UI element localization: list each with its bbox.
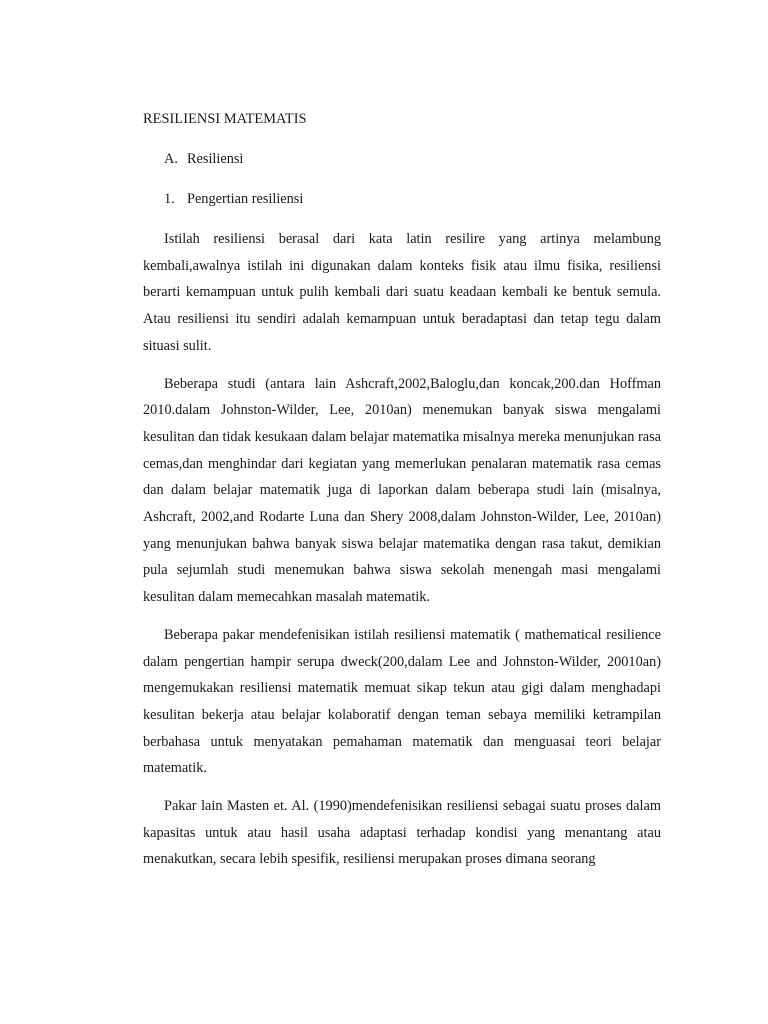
- document-body: [143, 108, 661, 873]
- paragraph: Pakar lain Masten et. Al. (1990)mendefenisikan resiliensi sebagai suatu proses dalam kapasitas untuk atau hasil usaha adaptasi terhadap kondisi yang menantang atau menakutkan, secara lebih spesifik, resiliensi merupakan proses dimana seorang: [143, 798, 661, 868]
- section-marker: A.: [164, 151, 178, 167]
- section-heading: [143, 148, 661, 170]
- section-label: Resiliensi: [187, 151, 244, 167]
- document-title: RESILIENSI MATEMATIS: [143, 111, 307, 127]
- paragraph: Beberapa pakar mendefenisikan istilah resiliensi matematik ( mathematical resilience dalam pengertian hampir serupa dweck(200,dalam Lee and Johnston-Wilder, 20010an) mengemukakan resiliensi matematik memuat sikap tekun atau gigi dalam menghadapi kesulitan bekerja atau belajar kolaboratif dengan teman sebaya memiliki ketrampilan berbahasa untuk menyatakan pemahaman matematik dan menguasai teori belajar matematik.: [143, 626, 661, 777]
- paragraph: Beberapa studi (antara lain Ashcraft,2002,Baloglu,dan koncak,200.dan Hoffman 2010.dalam Johnston-Wilder, Lee, 2010an) menemukan banyak siswa mengalami kesulitan dan tidak kesukaan dalam belajar matematika misalnya mereka menunjukan rasa cemas,dan menghindar dari kegiatan yang memerlukan penalaran matematik rasa cemas dan dalam belajar matematik juga di laporkan dalam beberapa studi lain (misalnya, Ashcraft, 2002,and Rodarte Luna dan Shery 2008,dalam Johnston-Wilder, Lee, 2010an) yang menunjukan bahwa banyak siswa belajar matematika dengan rasa takut, demikian pula sejumlah studi menemukan bahwa siswa sekolah menengah masi mengalami kesulitan dalam memecahkan masalah matematik.: [143, 375, 661, 606]
- subsection-marker: 1.: [164, 191, 175, 207]
- subsection-label: Pengertian resiliensi: [187, 191, 304, 207]
- paragraph: Istilah resiliensi berasal dari kata latin resilire yang artinya melambung kembali,awalnya istilah ini digunakan dalam konteks fisik atau ilmu fisika, resiliensi berarti kemampuan untuk pulih kembali dari suatu keadaan kembali ke bentuk semula. Atau resiliensi itu sendiri adalah kemampuan untuk beradaptasi dan tetap tegu dalam situasi sulit.: [143, 231, 661, 354]
- subsection-heading: [143, 188, 661, 210]
